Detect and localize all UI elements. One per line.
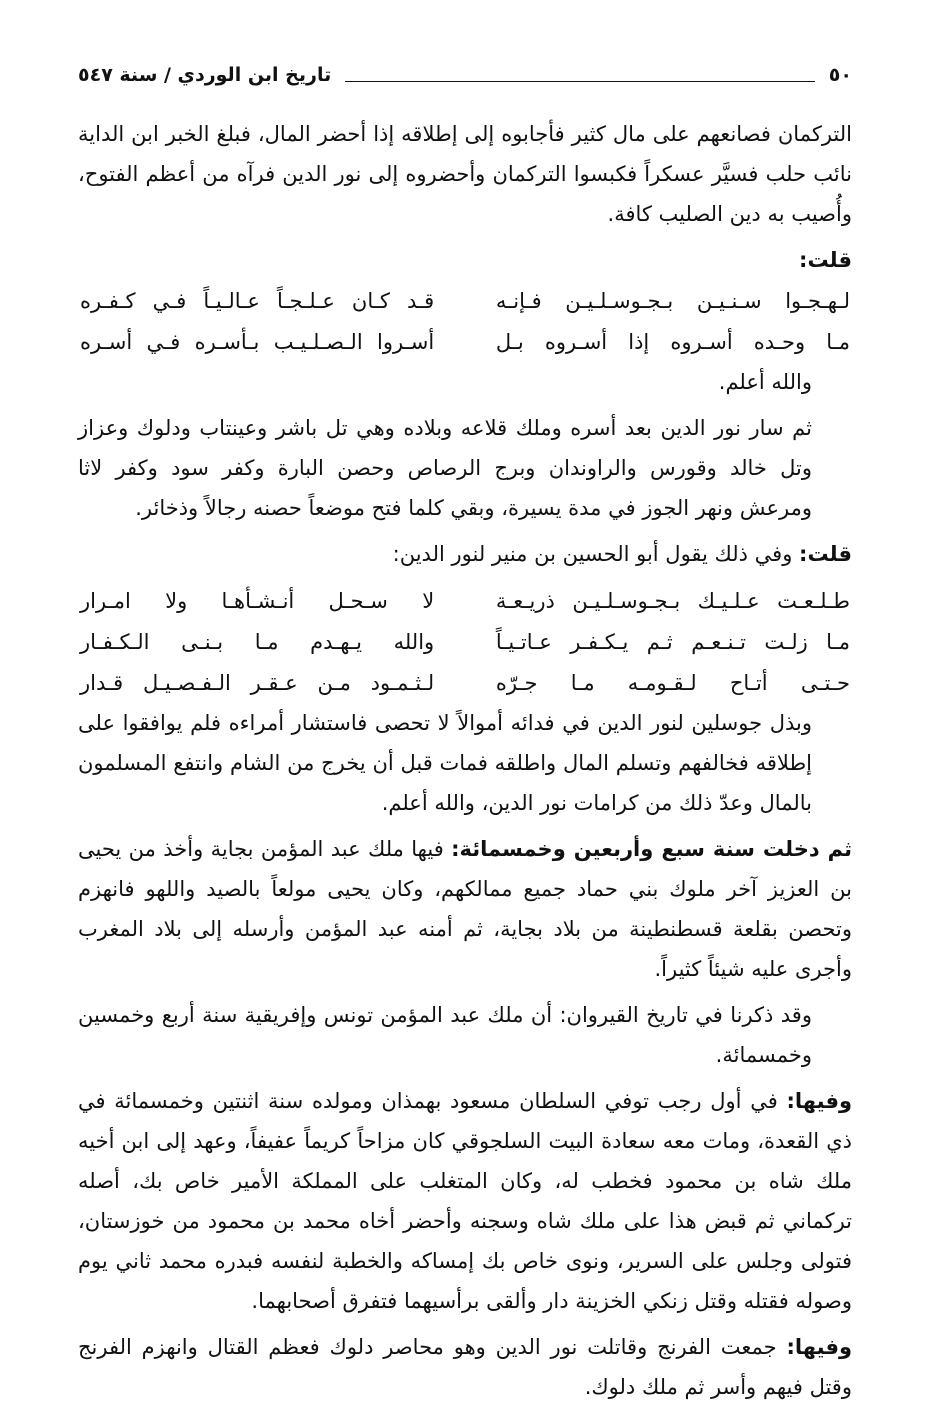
verse-second-hemistich: لا سـحـل أنـشـأهـا ولا امـرار xyxy=(80,588,435,613)
fiha-heading-1: وفيها: xyxy=(786,1089,852,1113)
paragraph-5: وقد ذكرنا في تاريخ القيروان: أن ملك عبد المؤمن تونس وإفريقية سنة أربع وخمسين وخمسمائة. xyxy=(78,1003,812,1067)
page-header xyxy=(78,58,852,92)
qult-text-2: وفي ذلك يقول أبو الحسين بن منير لنور الدين: xyxy=(392,542,800,566)
poem-verse xyxy=(78,662,852,703)
verse-first-hemistich: طـلـعـت عـلـيـك بـجـوسـلـيـن ذريـعـة xyxy=(495,588,850,613)
verse-second-hemistich: لـثـمـود مـن عـقـر الـفـصـيـل قـدار xyxy=(80,670,435,695)
poem-verse xyxy=(78,621,852,662)
verse-first-hemistich: مـا زلـت تـنـعـم ثـم يـكـفـر عـاتـيـاً xyxy=(495,629,850,654)
poem-verse xyxy=(78,280,852,321)
qult-heading-2: قلت: xyxy=(799,542,852,566)
fiha-heading-2: وفيها: xyxy=(786,1335,852,1359)
paragraph-1: التركمان فصانعهم على مال كثير فأجابوه إلى إطلاقه إذا أحضر المال، فبلغ الخبر ابن الداية نائب حلب فسيَّر عسكراً فكبسوا التركمان وأحضروه إلى نور الدين فرآه من أعظم الفتوح، وأُصيب به دين الصليب كافة. xyxy=(78,122,852,226)
verse-second-hemistich: قـد كـان عـلـجـاً عـالـيـاً فـي كـفـره xyxy=(80,288,435,313)
running-title: تاريخ ابن الوردي / سنة ٥٤٧ xyxy=(78,64,332,86)
qult-line-2 xyxy=(78,534,852,574)
poem-2 xyxy=(78,580,852,703)
paragraph-2: ثم سار نور الدين بعد أسره وملك قلاعه وبلاده وهي تل باشر وعينتاب ودلوك وعزاز وتل خالد وقورس والراوندان وبرج الرصاص وحصن البارة وكفر سود وكفر لاثا ومرعش ونهر الجوز في مدة يسيرة، وبقي كلما فتح موضعاً حصنه رجالاً وذخائر. xyxy=(78,416,812,520)
year-heading: ثم دخلت سنة سبع وأربعين وخمسمائة: xyxy=(451,837,852,861)
page-number: ٥٠ xyxy=(828,64,852,86)
poem-verse xyxy=(78,321,852,362)
paragraph-4 xyxy=(78,829,852,989)
qult-heading-1: قلت: xyxy=(799,248,852,272)
paragraph-6 xyxy=(78,1081,852,1321)
verse-first-hemistich: مـا وحـده أسـروه إذا أسـروه بـل xyxy=(495,329,850,354)
verse-second-hemistich: والله يـهـدم مـا بـنـى الـكـفـار xyxy=(80,629,435,654)
paragraph-7-text: جمعت الفرنج وقاتلت نور الدين وهو محاصر دلوك فعظم القتال وانهزم الفرنج وقتل فيهم وأسر ثم ملك دلوك. xyxy=(78,1335,852,1399)
poem-1 xyxy=(78,280,852,362)
paragraph-7 xyxy=(78,1327,852,1407)
paragraph-4-text: فيها ملك عبد المؤمن بجاية وأخذ من يحيى بن العزيز آخر ملوك بني حماد جميع ممالكهم، وكان يحيى مولعاً بالصيد واللهو فانهزم وتحصن بقلعة قسطنطينة من بلاد بجاية، ثم أمنه عبد المؤمن وأرسله إلى بلاد المغرب وأجرى عليه شيئاً كثيراً. xyxy=(78,837,852,981)
poem-verse xyxy=(78,580,852,621)
header-rule xyxy=(345,81,815,82)
allah-alam-line: والله أعلم. xyxy=(718,370,812,394)
verse-first-hemistich: حـتـى أتـاح لـقـومـه مـا جـرّه xyxy=(495,670,850,695)
verse-first-hemistich: لـهـجـوا سـنـيـن بـجـوسـلـيـن فـإنـه xyxy=(495,288,850,313)
paragraph-3: وبذل جوسلين لنور الدين في فدائه أموالاً لا تحصى فاستشار أمراءه فلم يوافقوا على إطلاقه فخالفهم وتسلم المال واطلقه فمات قبل أن يخرج من الشام وانتفع المسلمون بالمال وعدّ ذلك من كرامات نور الدين، والله أعلم. xyxy=(78,711,812,815)
verse-second-hemistich: أسـروا الـصـلـيـب بـأسـره فـي أسـره xyxy=(80,329,435,354)
paragraph-6-text: في أول رجب توفي السلطان مسعود بهمذان ومولده سنة اثنتين وخمسمائة في ذي القعدة، ومات معه سعادة البيت السلجوقي كان مزاحاً كريماً عفيفاً، وعهد إلى ابن أخيه ملك شاه بن محمود فخطب له، وكان المتغلب على المملكة الأمير خاص بك، أصله تركماني ثم قبض هذا على ملك شاه وسجنه وأحضر أخاه محمد بن محمود من خوزستان، فتولى وجلس على السرير، ونوى خاص بك إمساكه والخطبة لنفسه فبدره محمد ثاني يوم وصوله فقتله وقتل زنكي الخزينة دار وألقى برأسيهما فتفرق أصحابهما. xyxy=(78,1089,852,1313)
